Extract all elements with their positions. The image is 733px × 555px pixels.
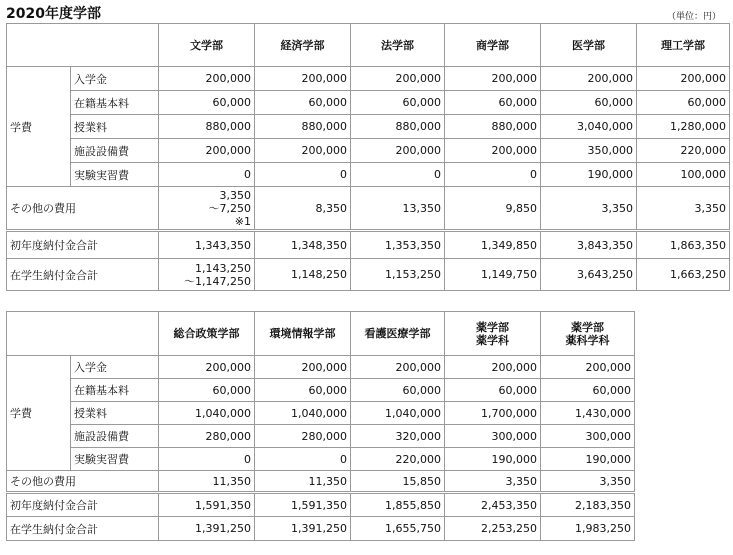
value-cell: 11,350 (255, 471, 351, 493)
row-label: 初年度納付金合計 (7, 231, 159, 259)
value-cell: 0 (255, 448, 351, 471)
row-label: 入学金 (71, 67, 159, 91)
table-row (7, 115, 730, 139)
value-cell: 3,350 (445, 471, 541, 493)
row-label: その他の費用 (7, 187, 159, 231)
row-label: 入学金 (71, 356, 159, 379)
value-cell: 200,000 (541, 356, 635, 379)
table-row (7, 231, 730, 259)
value-cell: 300,000 (541, 425, 635, 448)
value-cell: 200,000 (255, 139, 351, 163)
value-cell: 60,000 (255, 379, 351, 402)
value-cell: 0 (159, 448, 255, 471)
value-cell: 60,000 (637, 91, 730, 115)
value-cell: 3,350 (637, 187, 730, 231)
table-row (7, 187, 730, 231)
value-cell: 1,855,850 (351, 493, 445, 517)
table2-corner (7, 312, 159, 356)
table-row (7, 67, 730, 91)
value-cell: 8,350 (255, 187, 351, 231)
value-cell: 880,000 (159, 115, 255, 139)
value-cell: 200,000 (445, 139, 541, 163)
table-row (7, 91, 730, 115)
value-cell: 880,000 (445, 115, 541, 139)
table-row (7, 402, 635, 425)
header-line: 総合政策学部 (173, 327, 240, 340)
value-cell: 1,391,250 (159, 517, 255, 541)
row-label: 在学生納付金合計 (7, 259, 159, 291)
table-row (7, 259, 730, 291)
value-cell (159, 187, 255, 231)
value-cell: 200,000 (351, 139, 445, 163)
value-cell: 1,148,250 (255, 259, 351, 291)
value-cell: 200,000 (541, 67, 637, 91)
value-cell: 1,040,000 (159, 402, 255, 425)
footnote-mark: ※1 (234, 214, 251, 228)
table-row (7, 356, 635, 379)
row-label: 実験実習費 (71, 448, 159, 471)
row-label: 授業料 (71, 115, 159, 139)
table1-header-cell: 理工学部 (637, 24, 730, 67)
value-cell: 0 (159, 163, 255, 187)
value-cell: 13,350 (351, 187, 445, 231)
value-cell: 220,000 (351, 448, 445, 471)
value-cell: 1,591,350 (255, 493, 351, 517)
value-cell: 200,000 (255, 67, 351, 91)
value-cell: 1,655,750 (351, 517, 445, 541)
value-cell: 3,040,000 (541, 115, 637, 139)
value-cell: 880,000 (255, 115, 351, 139)
value-cell: 2,253,250 (445, 517, 541, 541)
value-cell: 190,000 (445, 448, 541, 471)
header-line: 薬学部 (476, 320, 509, 334)
value-cell: 0 (445, 163, 541, 187)
value-cell: 1,430,000 (541, 402, 635, 425)
value-cell: 190,000 (541, 163, 637, 187)
table2-header-cell (351, 312, 445, 356)
value-cell: 280,000 (255, 425, 351, 448)
value-cell: 1,391,250 (255, 517, 351, 541)
value-cell: 100,000 (637, 163, 730, 187)
table1-header-cell: 医学部 (541, 24, 637, 67)
value-cell: 280,000 (159, 425, 255, 448)
value-cell: 1,149,750 (445, 259, 541, 291)
table2-header-cell (159, 312, 255, 356)
value-cell: 320,000 (351, 425, 445, 448)
table-row (7, 471, 635, 493)
value-cell: 200,000 (445, 67, 541, 91)
value-cell: 60,000 (541, 379, 635, 402)
header-line: 薬学科 (476, 333, 509, 347)
value-cell: 1,349,850 (445, 231, 541, 259)
value-cell: 1,040,000 (255, 402, 351, 425)
table-row (7, 379, 635, 402)
value-cell: 1,280,000 (637, 115, 730, 139)
unit-note: （単位：円） (666, 12, 721, 22)
table-row (7, 425, 635, 448)
table-row (7, 493, 635, 517)
row-label: 在籍基本料 (71, 91, 159, 115)
row-label: 在学生納付金合計 (7, 517, 159, 541)
value-cell: 2,183,350 (541, 493, 635, 517)
value-cell: 3,350 (541, 471, 635, 493)
value-cell: 1,700,000 (445, 402, 541, 425)
value-line: 3,350 (219, 188, 251, 202)
value-cell: 200,000 (351, 356, 445, 379)
value-cell: 1,153,250 (351, 259, 445, 291)
table1-header-cell: 文学部 (159, 24, 255, 67)
value-cell: 1,353,350 (351, 231, 445, 259)
value-cell: 60,000 (159, 91, 255, 115)
value-cell: 1,863,350 (637, 231, 730, 259)
value-cell: 200,000 (255, 356, 351, 379)
value-cell: 60,000 (159, 379, 255, 402)
value-cell: 11,350 (159, 471, 255, 493)
page-title: 2020年度学部 (6, 6, 101, 22)
value-cell: 1,040,000 (351, 402, 445, 425)
value-line: ～1,147,250 (184, 274, 251, 288)
fee-table-1 (6, 23, 730, 291)
table-row (7, 139, 730, 163)
fee-table-2 (6, 311, 635, 541)
value-cell: 60,000 (255, 91, 351, 115)
header-line: 看護医療学部 (364, 327, 431, 340)
table2-header-cell (445, 312, 541, 356)
value-cell: 1,663,250 (637, 259, 730, 291)
value-cell: 1,343,350 (159, 231, 255, 259)
value-cell: 0 (255, 163, 351, 187)
value-cell (159, 259, 255, 291)
value-cell: 1,591,350 (159, 493, 255, 517)
table2-header-row (7, 312, 635, 356)
value-cell: 60,000 (351, 379, 445, 402)
row-label: その他の費用 (7, 471, 159, 493)
value-cell: 3,643,250 (541, 259, 637, 291)
table-row (7, 448, 635, 471)
header-line: 薬科学科 (565, 333, 610, 347)
value-cell: 15,850 (351, 471, 445, 493)
table-row (7, 517, 635, 541)
table1-header-row (7, 24, 730, 67)
row-label: 在籍基本料 (71, 379, 159, 402)
header-line: 薬学部 (571, 320, 604, 334)
table1-header-cell: 法学部 (351, 24, 445, 67)
value-cell: 880,000 (351, 115, 445, 139)
row-label: 施設設備費 (71, 425, 159, 448)
value-cell: 2,453,350 (445, 493, 541, 517)
value-cell: 200,000 (637, 67, 730, 91)
value-cell: 200,000 (159, 356, 255, 379)
value-cell: 1,983,250 (541, 517, 635, 541)
value-cell: 220,000 (637, 139, 730, 163)
table2-header-cell (541, 312, 635, 356)
table2-header-cell (255, 312, 351, 356)
row-label: 施設設備費 (71, 139, 159, 163)
value-cell: 200,000 (159, 67, 255, 91)
value-cell: 350,000 (541, 139, 637, 163)
value-cell: 3,843,350 (541, 231, 637, 259)
value-cell: 300,000 (445, 425, 541, 448)
row-label: 初年度納付金合計 (7, 493, 159, 517)
value-cell: 200,000 (159, 139, 255, 163)
row-label: 実験実習費 (71, 163, 159, 187)
value-line: ～7,250 (208, 201, 251, 215)
value-cell: 60,000 (351, 91, 445, 115)
group-label: 学費 (7, 356, 71, 471)
value-cell: 60,000 (541, 91, 637, 115)
table1-header-cell: 経済学部 (255, 24, 351, 67)
value-cell: 9,850 (445, 187, 541, 231)
table1-header-cell: 商学部 (445, 24, 541, 67)
value-line: 1,143,250 (195, 261, 251, 275)
value-cell: 60,000 (445, 91, 541, 115)
value-cell: 200,000 (445, 356, 541, 379)
value-cell: 60,000 (445, 379, 541, 402)
header-line: 環境情報学部 (269, 327, 336, 340)
value-cell: 0 (351, 163, 445, 187)
value-cell: 1,348,350 (255, 231, 351, 259)
row-label: 授業料 (71, 402, 159, 425)
group-label: 学費 (7, 67, 71, 187)
table-row (7, 163, 730, 187)
value-cell: 190,000 (541, 448, 635, 471)
value-cell: 200,000 (351, 67, 445, 91)
table1-corner (7, 24, 159, 67)
value-cell: 3,350 (541, 187, 637, 231)
